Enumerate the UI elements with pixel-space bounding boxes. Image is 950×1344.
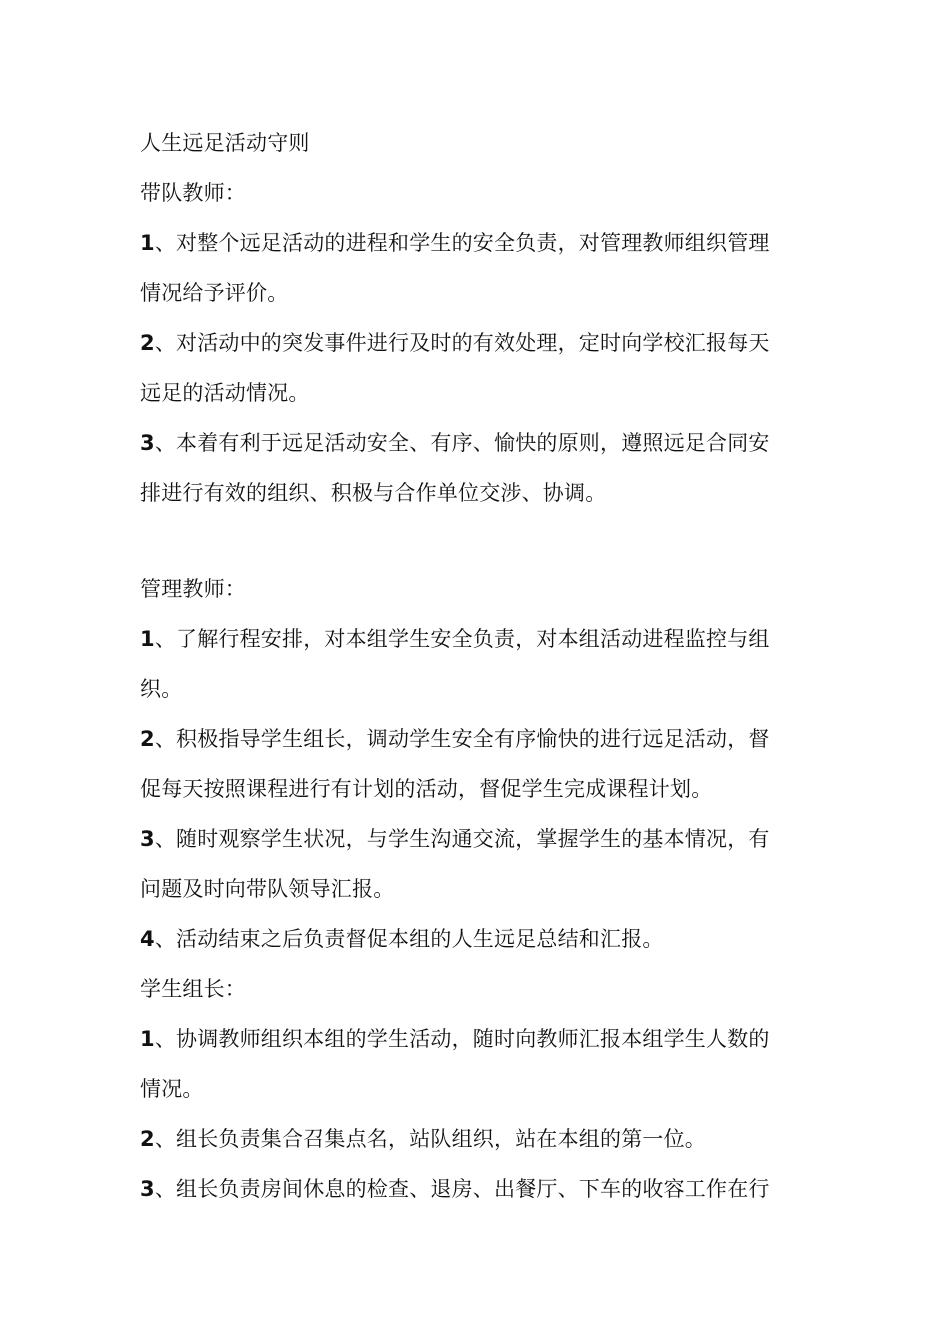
item-number: 1 — [140, 1027, 155, 1051]
list-item-line — [140, 318, 810, 368]
list-item-line: 排进行有效的组织、积极与合作单位交涉、协调。 — [140, 481, 607, 505]
list-item-line: 情况。 — [140, 1077, 204, 1101]
item-text: 、了解行程安排，对本组学生安全负责，对本组活动进程监控与组 — [154, 627, 770, 651]
list-item-line — [140, 418, 810, 468]
list-item-line — [140, 714, 810, 764]
list-item-line — [140, 614, 810, 664]
item-number: 2 — [140, 331, 155, 355]
item-number: 1 — [140, 231, 155, 255]
item-text: 、对整个远足活动的进程和学生的安全负责，对管理教师组织管理 — [154, 231, 770, 255]
item-number: 3 — [140, 1177, 155, 1201]
item-number: 1 — [140, 627, 155, 651]
document-title: 人生远足活动守则 — [140, 131, 310, 155]
item-text: 、组长负责集合召集点名，站队组织，站在本组的第一位。 — [154, 1127, 707, 1151]
list-item-line: 情况给予评价。 — [140, 281, 289, 305]
item-text: 、随时观察学生状况，与学生沟通交流，掌握学生的基本情况，有 — [154, 827, 770, 851]
item-text: 、积极指导学生组长，调动学生安全有序愉快的进行远足活动，督 — [154, 727, 770, 751]
list-item-line — [140, 218, 810, 268]
list-item-line: 织。 — [140, 677, 183, 701]
section-heading-student-leader: 学生组长： — [140, 977, 246, 1001]
list-item-line — [140, 1164, 810, 1214]
document-page — [140, 118, 810, 1214]
blank-line — [140, 518, 810, 564]
list-item-line — [140, 914, 810, 964]
item-text: 、活动结束之后负责督促本组的人生远足总结和汇报。 — [154, 927, 664, 951]
list-item-line: 远足的活动情况。 — [140, 381, 310, 405]
list-item-line: 问题及时向带队领导汇报。 — [140, 877, 395, 901]
list-item-line — [140, 1114, 810, 1164]
list-item-line — [140, 814, 810, 864]
item-number: 2 — [140, 727, 155, 751]
item-text: 、对活动中的突发事件进行及时的有效处理，定时向学校汇报每天 — [154, 331, 770, 355]
item-text: 、本着有利于远足活动安全、有序、愉快的原则，遵照远足合同安 — [154, 431, 770, 455]
item-text: 、协调教师组织本组的学生活动，随时向教师汇报本组学生人数的 — [154, 1027, 770, 1051]
item-number: 3 — [140, 431, 155, 455]
list-item-line: 促每天按照课程进行有计划的活动，督促学生完成课程计划。 — [140, 777, 713, 801]
section-heading-manage-teacher: 管理教师： — [140, 577, 246, 601]
item-text: 、组长负责房间休息的检查、退房、出餐厅、下车的收容工作在行 — [154, 1177, 770, 1201]
item-number: 2 — [140, 1127, 155, 1151]
section-heading-lead-teacher: 带队教师： — [140, 181, 246, 205]
item-number: 4 — [140, 927, 155, 951]
list-item-line — [140, 1014, 810, 1064]
item-number: 3 — [140, 827, 155, 851]
